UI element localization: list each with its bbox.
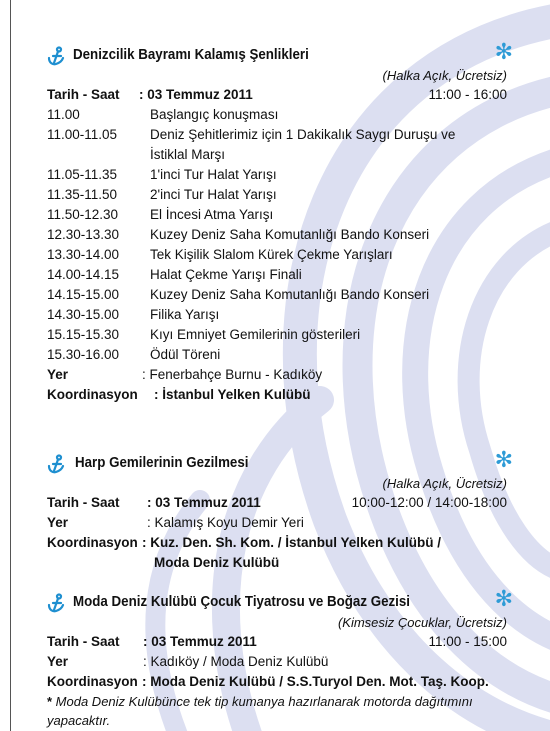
schedule-time: 11.00	[47, 107, 80, 122]
date-time-row	[47, 85, 507, 105]
date-value: : 03 Temmuz 2011	[139, 87, 253, 102]
anchor-icon	[47, 593, 67, 613]
date-label: Tarih - Saat	[47, 634, 120, 649]
snowflake-asterisk-icon: ✻	[494, 447, 513, 472]
schedule-description: Ödül Töreni	[150, 347, 221, 362]
coordination-label: Koordinasyon	[47, 387, 138, 402]
schedule-row	[47, 225, 507, 245]
snowflake-asterisk-icon: ✻	[494, 39, 513, 64]
schedule-time: 15.15-15.30	[47, 327, 120, 342]
schedule-row	[47, 285, 507, 305]
event-title: Denizcilik Bayramı Kalamış Şenlikleri	[73, 47, 309, 63]
schedule-row	[47, 165, 507, 185]
place-label: Yer	[47, 515, 69, 530]
schedule-description: Halat Çekme Yarışı Finali	[150, 267, 302, 282]
schedule-time: 14.00-14.15	[47, 267, 120, 282]
schedule-row	[47, 245, 507, 265]
schedule-description: İstiklal Marşı	[150, 147, 226, 162]
schedule-time: 12.30-13.30	[47, 227, 120, 242]
schedule-time: 14.15-15.00	[47, 287, 120, 302]
event-children-theatre-bosphorus-trip	[47, 586, 513, 730]
schedule-description: Kuzey Deniz Saha Komutanlığı Bando Konseri	[150, 227, 430, 242]
date-label: Tarih - Saat	[47, 87, 120, 102]
schedule-time: 11.05-11.35	[47, 167, 118, 182]
event-kalamis-festival	[47, 39, 513, 405]
schedule-description: Başlangıç konuşması	[150, 107, 279, 122]
schedule-row	[47, 105, 507, 125]
event-header	[47, 586, 513, 614]
place-row	[47, 652, 507, 672]
schedule-description: Deniz Şehitlerimiz için 1 Dakikalık Saygı Duruşu ve	[150, 127, 456, 142]
date-value: : 03 Temmuz 2011	[143, 634, 257, 649]
place-value: : Fenerbahçe Burnu - Kadıköy	[142, 367, 323, 382]
coordination-value: : Kuz. Den. Sh. Kom. / İstanbul Yelken Kulübü /	[142, 535, 442, 550]
schedule-row	[47, 305, 507, 325]
schedule-row	[47, 265, 507, 285]
anchor-icon	[47, 46, 67, 66]
event-warship-tour	[47, 447, 513, 573]
coordination-row	[47, 672, 507, 692]
schedule-description: El İncesi Atma Yarışı	[150, 207, 274, 222]
date-value: : 03 Temmuz 2011	[147, 495, 261, 510]
coordination-label: Koordinasyon	[47, 535, 138, 550]
schedule-time: 11.50-12.30	[47, 207, 119, 222]
event-title: Harp Gemilerinin Gezilmesi	[75, 455, 249, 471]
time-range: 11:00 - 15:00	[428, 634, 507, 649]
schedule-row	[47, 325, 507, 345]
schedule-time: 11.00-11.05	[47, 127, 118, 142]
event-access-note: (Halka Açık, Ücretsiz)	[382, 476, 507, 491]
schedule-time: 15.30-16.00	[47, 347, 120, 362]
anchor-icon	[47, 454, 67, 474]
schedule-row	[47, 145, 507, 165]
footnote-mark: *	[47, 694, 53, 709]
schedule-description: Filika Yarışı	[150, 307, 220, 322]
place-value: : Kalamış Koyu Demir Yeri	[147, 515, 304, 530]
place-row	[47, 365, 507, 385]
coordination-value: : İstanbul Yelken Kulübü	[154, 387, 311, 402]
schedule-description: 2'inci Tur Halat Yarışı	[150, 187, 277, 202]
schedule-description: Kıyı Emniyet Gemilerinin gösterileri	[150, 327, 361, 342]
place-row	[47, 513, 507, 533]
place-label: Yer	[47, 654, 69, 669]
footnote	[47, 692, 507, 730]
event-access-note: (Kimsesiz Çocuklar, Ücretsiz)	[337, 615, 507, 630]
schedule-row	[47, 125, 507, 145]
coordination-row	[47, 385, 507, 405]
schedule-description: 1'inci Tur Halat Yarışı	[150, 167, 277, 182]
schedule-row	[47, 185, 507, 205]
event-header	[47, 39, 513, 67]
schedule-row	[47, 345, 507, 365]
coordination-label: Koordinasyon	[47, 674, 138, 689]
date-time-row	[47, 493, 507, 513]
coordination-row-continued	[47, 553, 507, 573]
place-value: : Kadıköy / Moda Deniz Kulübü	[143, 654, 329, 669]
date-time-row	[47, 632, 507, 652]
event-access-note: (Halka Açık, Ücretsiz)	[382, 68, 507, 83]
schedule-row	[47, 205, 507, 225]
time-range: 10:00-12:00 / 14:00-18:00	[351, 495, 507, 510]
event-header	[47, 447, 513, 475]
snowflake-asterisk-icon: ✻	[494, 586, 513, 611]
schedule-description: Tek Kişilik Slalom Kürek Çekme Yarışları	[150, 247, 393, 262]
coordination-row	[47, 533, 507, 553]
schedule-time: 11.35-11.50	[47, 187, 118, 202]
place-label: Yer	[47, 367, 69, 382]
event-title: Moda Deniz Kulübü Çocuk Tiyatrosu ve Boğaz Gezisi	[73, 594, 411, 610]
date-label: Tarih - Saat	[47, 495, 120, 510]
footnote-text: Moda Deniz Kulübünce tek tip kumanya hazırlanarak motorda dağıtımını yapacaktır.	[47, 694, 473, 728]
coordination-value: : Moda Deniz Kulübü / S.S.Turyol Den. Mot. Taş. Koop.	[142, 674, 489, 689]
schedule-time: 13.30-14.00	[47, 247, 120, 262]
schedule-time: 14.30-15.00	[47, 307, 120, 322]
coordination-value-continued: Moda Deniz Kulübü	[154, 555, 280, 570]
schedule-list	[47, 105, 507, 365]
schedule-description: Kuzey Deniz Saha Komutanlığı Bando Konseri	[150, 287, 430, 302]
time-range: 11:00 - 16:00	[428, 87, 507, 102]
